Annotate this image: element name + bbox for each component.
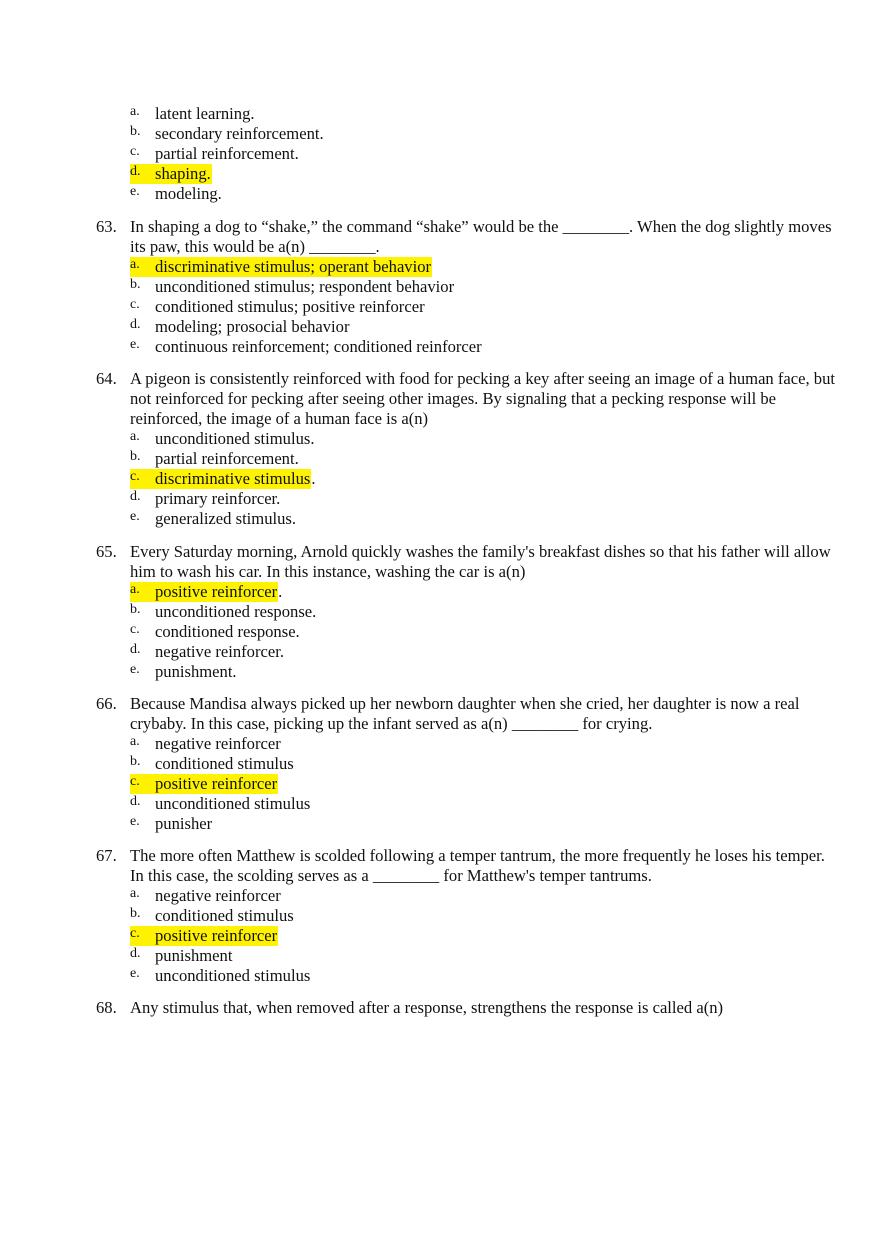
- question-stem: Because Mandisa always picked up her newborn daughter when she cried, her daughter is now a real crybaby. In this case, picking up the infant served as a(n) ________ for crying.: [130, 694, 800, 733]
- option-a: a. negative reinforcer: [130, 886, 281, 905]
- option-a: a. unconditioned stimulus.: [130, 429, 315, 448]
- question-stem: Every Saturday morning, Arnold quickly washes the family's breakfast dishes so that his father will allow him to wash his car. In this instance, washing the car is a(n): [130, 542, 831, 581]
- option-e: e. punishment.: [130, 662, 237, 681]
- question-number: 68.: [96, 998, 117, 1017]
- question-stem: A pigeon is consistently reinforced with food for pecking a key after seeing an image of a human face, but not reinforced for pecking after seeing other images. By signaling that a pecking response will be reinforced, the image of a human face is a(n): [130, 369, 835, 428]
- option-c: c. partial reinforcement.: [130, 144, 299, 163]
- option-b: b. unconditioned response.: [130, 602, 317, 621]
- option-b: b. secondary reinforcement.: [130, 124, 324, 143]
- option-d: d. negative reinforcer.: [130, 642, 284, 661]
- question-62-continued: [96, 104, 836, 204]
- option-c-answer: c. positive reinforcer: [130, 774, 278, 793]
- question-65: [96, 542, 836, 682]
- option-a-answer: a. positive reinforcer .: [130, 582, 283, 601]
- question-67: [96, 846, 836, 986]
- question-number: 67.: [96, 846, 117, 865]
- question-64: [96, 369, 836, 529]
- option-b: b. unconditioned stimulus; respondent behavior: [130, 277, 455, 296]
- option-d: d. modeling; prosocial behavior: [130, 317, 350, 336]
- option-b: b. partial reinforcement.: [130, 449, 299, 468]
- option-c-answer: c. positive reinforcer: [130, 926, 278, 945]
- option-d: d. primary reinforcer.: [130, 489, 281, 508]
- option-e: e. continuous reinforcement; conditioned reinforcer: [130, 337, 482, 356]
- question-stem: In shaping a dog to “shake,” the command “shake” would be the ________. When the dog slightly moves its paw, this would be a(n) ________.: [130, 217, 832, 256]
- option-e: e. generalized stimulus.: [130, 509, 297, 528]
- option-a-answer: a. discriminative stimulus; operant behavior: [130, 257, 432, 276]
- question-66: [96, 694, 836, 834]
- option-c: c. conditioned response.: [130, 622, 300, 641]
- question-number: 64.: [96, 369, 117, 388]
- question-number: 63.: [96, 217, 117, 236]
- question-stem: Any stimulus that, when removed after a response, strengthens the response is called a(n): [130, 998, 724, 1017]
- option-b: b. conditioned stimulus: [130, 754, 294, 773]
- option-a: a. latent learning.: [130, 104, 255, 123]
- option-d: d. punishment: [130, 946, 233, 965]
- option-a: a. negative reinforcer: [130, 734, 281, 753]
- question-stem: The more often Matthew is scolded following a temper tantrum, the more frequently he loses his temper. In this case, the scolding serves as a ________ for Matthew's temper tantrums.: [130, 846, 825, 885]
- question-63: [96, 217, 836, 357]
- question-number: 65.: [96, 542, 117, 561]
- option-c: c. conditioned stimulus; positive reinforcer: [130, 297, 425, 316]
- option-e: e. punisher: [130, 814, 213, 833]
- option-c-answer: c. discriminative stimulus .: [130, 469, 316, 488]
- option-b: b. conditioned stimulus: [130, 906, 294, 925]
- option-d: d. unconditioned stimulus: [130, 794, 311, 813]
- question-number: 66.: [96, 694, 117, 713]
- option-e: e. unconditioned stimulus: [130, 966, 311, 985]
- option-e: e. modeling.: [130, 184, 222, 203]
- question-68: [96, 998, 836, 1018]
- option-d-answer: d. shaping.: [130, 164, 211, 183]
